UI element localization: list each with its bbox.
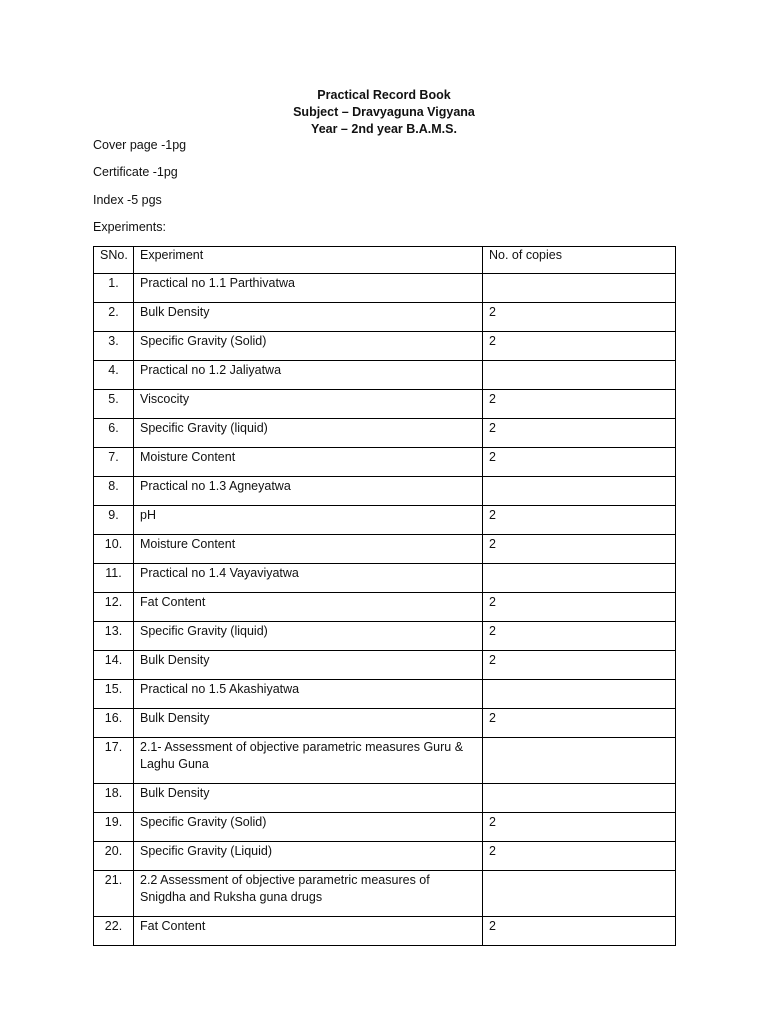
row-sno: 4. [94,361,134,390]
row-copies [483,784,676,813]
table-row [94,784,676,813]
row-sno: 22. [94,917,134,946]
row-sno: 20. [94,842,134,871]
row-experiment: Specific Gravity (liquid) [134,622,483,651]
row-sno: 12. [94,593,134,622]
index-line: Index -5 pgs [93,193,162,207]
row-sno: 13. [94,622,134,651]
row-copies [483,564,676,593]
row-copies [483,871,676,917]
row-copies [483,738,676,784]
row-copies [483,477,676,506]
certificate-line: Certificate -1pg [93,165,178,179]
table-row [94,274,676,303]
document-subject: Subject – Dravyaguna Vigyana [293,105,475,119]
table-row [94,871,676,917]
row-experiment: Practical no 1.1 Parthivatwa [134,274,483,303]
row-experiment: Bulk Density [134,784,483,813]
experiments-table [93,246,676,946]
row-sno: 14. [94,651,134,680]
experiments-label: Experiments: [93,220,166,234]
row-sno: 8. [94,477,134,506]
row-experiment: Practical no 1.5 Akashiyatwa [134,680,483,709]
row-copies: 2 [483,593,676,622]
table-row [94,622,676,651]
column-header-experiment: Experiment [134,247,483,274]
row-experiment: Viscocity [134,390,483,419]
table-row [94,564,676,593]
row-copies: 2 [483,842,676,871]
row-sno: 2. [94,303,134,332]
table-row [94,361,676,390]
row-sno: 1. [94,274,134,303]
row-sno: 3. [94,332,134,361]
table-row [94,332,676,361]
row-experiment: Moisture Content [134,535,483,564]
row-copies: 2 [483,651,676,680]
document-year: Year – 2nd year B.A.M.S. [311,122,457,136]
row-sno: 21. [94,871,134,917]
row-sno: 9. [94,506,134,535]
row-copies [483,274,676,303]
row-sno: 10. [94,535,134,564]
row-experiment: Specific Gravity (Solid) [134,332,483,361]
row-experiment: Practical no 1.3 Agneyatwa [134,477,483,506]
row-sno: 19. [94,813,134,842]
row-sno: 17. [94,738,134,784]
row-experiment: Practical no 1.4 Vayaviyatwa [134,564,483,593]
row-experiment: pH [134,506,483,535]
table-row [94,419,676,448]
row-copies: 2 [483,535,676,564]
row-copies: 2 [483,813,676,842]
table-row [94,535,676,564]
row-experiment: 2.2 Assessment of objective parametric measures of Snigdha and Ruksha guna drugs [134,871,483,917]
table-row [94,651,676,680]
row-experiment: Fat Content [134,593,483,622]
row-copies: 2 [483,332,676,361]
table-row [94,303,676,332]
row-experiment: Specific Gravity (liquid) [134,419,483,448]
row-copies [483,361,676,390]
table-row [94,738,676,784]
table-row [94,448,676,477]
row-sno: 16. [94,709,134,738]
row-copies [483,680,676,709]
row-copies: 2 [483,448,676,477]
row-experiment: Bulk Density [134,651,483,680]
row-copies: 2 [483,917,676,946]
document-title: Practical Record Book [317,88,451,102]
row-copies: 2 [483,506,676,535]
row-experiment: Specific Gravity (Solid) [134,813,483,842]
row-experiment: Bulk Density [134,303,483,332]
row-copies: 2 [483,419,676,448]
table-row [94,917,676,946]
row-experiment: Moisture Content [134,448,483,477]
table-row [94,506,676,535]
table-row [94,813,676,842]
table-row [94,709,676,738]
row-sno: 18. [94,784,134,813]
row-experiment: 2.1- Assessment of objective parametric measures Guru & Laghu Guna [134,738,483,784]
row-sno: 11. [94,564,134,593]
table-row [94,680,676,709]
table-header-row [94,247,676,274]
cover-page-line: Cover page -1pg [93,138,187,152]
row-experiment: Specific Gravity (Liquid) [134,842,483,871]
row-experiment: Practical no 1.2 Jaliyatwa [134,361,483,390]
row-experiment: Bulk Density [134,709,483,738]
table-row [94,477,676,506]
row-experiment: Fat Content [134,917,483,946]
row-sno: 7. [94,448,134,477]
row-copies: 2 [483,622,676,651]
column-header-sno: SNo. [94,247,134,274]
table-row [94,593,676,622]
row-copies: 2 [483,709,676,738]
row-copies: 2 [483,303,676,332]
column-header-copies: No. of copies [483,247,676,274]
table-row [94,842,676,871]
row-copies: 2 [483,390,676,419]
row-sno: 15. [94,680,134,709]
row-sno: 6. [94,419,134,448]
table-row [94,390,676,419]
row-sno: 5. [94,390,134,419]
